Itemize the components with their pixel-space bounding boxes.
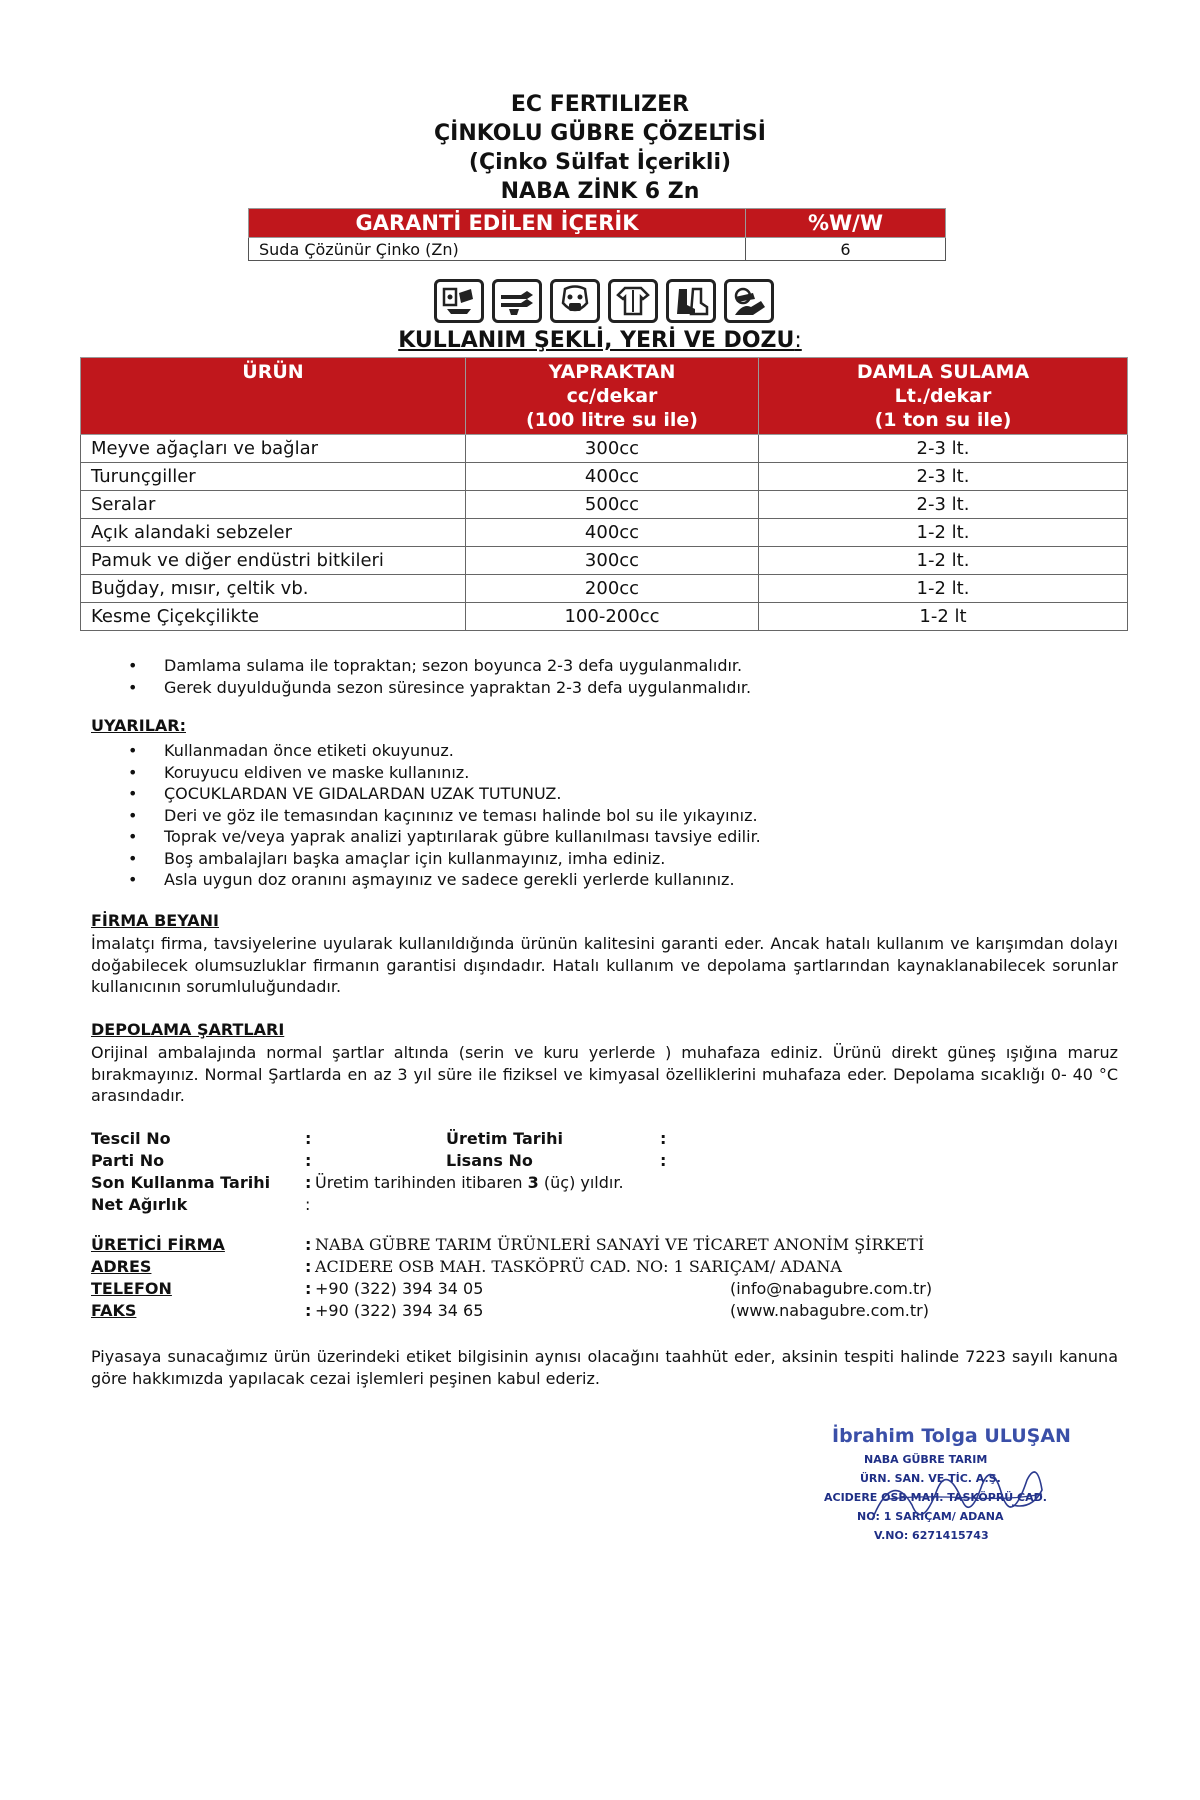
usage-drip-dose: 1-2 lt.	[759, 547, 1128, 575]
usage-drip-dose: 2-3 lt.	[759, 435, 1128, 463]
list-item: • Asla uygun doz oranını aşmayınız ve sadece gerekli yerlerde kullanınız.	[128, 869, 761, 891]
doc-title-line4: NABA ZİNK 6 Zn	[500, 179, 700, 204]
list-item: • Damlama sulama ile topraktan; sezon boyunca 2-3 defa uygulanmalıdır.	[128, 655, 751, 677]
phone-label: TELEFON	[91, 1279, 172, 1298]
usage-table	[80, 357, 1128, 631]
fax-colon: :	[305, 1301, 312, 1320]
table-row	[81, 491, 1128, 519]
usage-drip-dose: 1-2 lt.	[759, 575, 1128, 603]
guarantee-col-content: GARANTİ EDİLEN İÇERİK	[249, 209, 746, 238]
uretim-label: Üretim Tarihi	[446, 1129, 564, 1148]
net-weight-colon: :	[305, 1195, 311, 1214]
company-stamp	[812, 1425, 1092, 1565]
table-row	[81, 435, 1128, 463]
fax-value: +90 (322) 394 34 65	[315, 1301, 484, 1320]
list-item: • Toprak ve/veya yaprak analizi yaptırılarak gübre kullanılması tavsiye edilir.	[128, 826, 761, 848]
usage-product: Kesme Çiçekçilikte	[81, 603, 466, 631]
doc-title-line1: EC FERTILIZER	[510, 92, 690, 117]
guarantee-header-row	[249, 209, 946, 238]
commitment-text: Piyasaya sunacağımız ürün üzerindeki etiket bilgisinin aynısı olacağını taahhüt eder, aksinin tespiti halinde 7223 sayılı kanuna göre hakkımızda yapılacak cezai işlemleri peşinen kabul ederiz.	[91, 1347, 1118, 1388]
storage-title: DEPOLAMA ŞARTLARI	[91, 1020, 285, 1039]
eye-face-protection-icon	[724, 279, 774, 323]
usage-drip-dose: 1-2 lt	[759, 603, 1128, 631]
usage-product: Açık alandaki sebzeler	[81, 519, 466, 547]
son-kullanma-label: Son Kullanma Tarihi	[91, 1173, 271, 1192]
tescil-colon: :	[305, 1129, 312, 1148]
list-item: • Kullanmadan önce etiketi okuyunuz.	[128, 740, 761, 762]
usage-leaf-dose: 300cc	[466, 547, 759, 575]
stamp-line3: ACIDERE OSB MAH. TASKÖPRÜ CAD.	[824, 1491, 1047, 1504]
net-weight-label: Net Ağırlık	[91, 1195, 188, 1214]
usage-col-drip-l3: (1 ton su ile)	[874, 409, 1012, 431]
address-value: ACIDERE OSB MAH. TASKÖPRÜ CAD. NO: 1 SARIÇAM/ ADANA	[315, 1257, 842, 1276]
respirator-mask-icon	[550, 279, 600, 323]
usage-col-drip-l1: DAMLA SULAMA	[856, 361, 1030, 383]
email-link[interactable]: (info@nabagubre.com.tr)	[730, 1279, 933, 1298]
website-link[interactable]: (www.nabagubre.com.tr)	[730, 1301, 929, 1320]
usage-section-title	[0, 328, 1200, 353]
usage-product: Turunçgiller	[81, 463, 466, 491]
safety-icons	[434, 279, 774, 325]
usage-product: Pamuk ve diğer endüstri bitkileri	[81, 547, 466, 575]
usage-header-row	[81, 358, 1128, 435]
usage-col-drip-l2: Lt./dekar	[894, 385, 992, 407]
usage-col-leaf-l1: YAPRAKTAN	[548, 361, 676, 383]
table-row	[249, 238, 946, 261]
stamp-line1: NABA GÜBRE TARIM	[864, 1453, 988, 1466]
usage-leaf-dose: 500cc	[466, 491, 759, 519]
usage-col-leaf-l3: (100 litre su ile)	[526, 409, 698, 431]
usage-leaf-dose: 100-200cc	[466, 603, 759, 631]
guarantee-item-name: Suda Çözünür Çinko (Zn)	[249, 238, 746, 261]
table-row	[81, 463, 1128, 491]
usage-product: Buğday, mısır, çeltik vb.	[81, 575, 466, 603]
parti-colon: :	[305, 1151, 312, 1170]
protective-clothing-icon	[608, 279, 658, 323]
list-item: • Deri ve göz ile temasından kaçınınız ve teması halinde bol su ile yıkayınız.	[128, 805, 761, 827]
stamp-line4: NO: 1 SARIÇAM/ ADANA	[857, 1510, 1004, 1523]
stamp-name: İbrahim Tolga ULUŞAN	[832, 1425, 1071, 1447]
usage-leaf-dose: 200cc	[466, 575, 759, 603]
usage-leaf-dose: 400cc	[466, 519, 759, 547]
guarantee-item-value: 6	[746, 238, 946, 261]
stamp-line2: ÜRN. SAN. VE TİC. A.Ş.	[860, 1472, 1001, 1485]
usage-product: Seralar	[81, 491, 466, 519]
firm-statement-title: FİRMA BEYANI	[91, 911, 219, 930]
firm-statement-text: İmalatçı firma, tavsiyelerine uyularak kullanıldığında ürünün kalitesini garanti eder. Ancak hatalı kullanım ve karışımdan dolayı doğabilecek olumsuzluklar firmanın garantisi dışındadır. Hatalı kullanım ve depolama şartlarından kaynaklanabilecek sorunlar kullanıcının sorumluluğundadır.	[91, 934, 1118, 996]
usage-col-drip	[759, 358, 1128, 435]
usage-drip-dose: 2-3 lt.	[759, 491, 1128, 519]
manufacturer-colon: :	[305, 1235, 312, 1254]
lisans-label: Lisans No	[446, 1151, 533, 1170]
list-item: • Gerek duyulduğunda sezon süresince yapraktan 2-3 defa uygulanmalıdır.	[128, 677, 751, 699]
son-kullanma-post: (üç) yıldır.	[538, 1173, 624, 1192]
usage-col-leaf	[466, 358, 759, 435]
phone-colon: :	[305, 1279, 312, 1298]
parti-label: Parti No	[91, 1151, 165, 1170]
doc-title-line2: ÇİNKOLU GÜBRE ÇÖZELTİSİ	[433, 121, 766, 146]
uretim-colon: :	[660, 1129, 667, 1148]
usage-product: Meyve ağaçları ve bağlar	[81, 435, 466, 463]
usage-leaf-dose: 300cc	[466, 435, 759, 463]
manufacturer-name: NABA GÜBRE TARIM ÜRÜNLERİ SANAYİ VE TİCARET ANONİM ŞİRKETİ	[315, 1235, 925, 1254]
usage-title-colon: :	[794, 328, 802, 353]
warnings-list	[128, 740, 761, 891]
list-item: • ÇOCUKLARDAN VE GIDALARDAN UZAK TUTUNUZ.	[128, 783, 761, 805]
lisans-colon: :	[660, 1151, 667, 1170]
son-kullanma-pre: Üretim tarihinden itibaren	[315, 1173, 528, 1192]
storage-text: Orijinal ambalajında normal şartlar altında (serin ve kuru yerlerde ) muhafaza ediniz. Ürünü direkt güneş ışığına maruz bırakmayınız. Normal Şartlarda en az 3 yıl süre ile fiziksel ve kimyasal özelliklerini muhafaza eder. Depolama sıcaklığı 0- 40 °C arasındadır.	[91, 1043, 1118, 1105]
fax-label: FAKS	[91, 1301, 137, 1320]
list-item: • Boş ambalajları başka amaçlar için kullanmayınız, imha ediniz.	[128, 848, 761, 870]
address-label: ADRES	[91, 1257, 152, 1276]
table-row	[81, 519, 1128, 547]
stamp-line5: V.NO: 6271415743	[874, 1529, 989, 1542]
phone-value: +90 (322) 394 34 05	[315, 1279, 484, 1298]
safety-boots-icon	[666, 279, 716, 323]
usage-col-leaf-l2: cc/dekar	[566, 385, 658, 407]
signature-scribble	[852, 1450, 1052, 1550]
address-colon: :	[305, 1257, 312, 1276]
application-notes	[128, 655, 751, 698]
guarantee-col-percent: %W/W	[746, 209, 946, 238]
list-item: • Koruyucu eldiven ve maske kullanınız.	[128, 762, 761, 784]
son-kullanma-years: 3	[527, 1173, 539, 1192]
gloves-icon	[492, 279, 542, 323]
usage-leaf-dose: 400cc	[466, 463, 759, 491]
son-kullanma-colon: :	[305, 1173, 312, 1192]
warnings-title: UYARILAR:	[91, 716, 186, 735]
usage-drip-dose: 2-3 lt.	[759, 463, 1128, 491]
table-row	[81, 575, 1128, 603]
guarantee-table	[248, 208, 946, 261]
chemical-hazard-icon	[434, 279, 484, 323]
usage-title-text: KULLANIM ŞEKLİ, YERİ VE DOZU	[398, 328, 795, 353]
tescil-label: Tescil No	[91, 1129, 171, 1148]
son-kullanma-value	[315, 1173, 624, 1192]
manufacturer-label: ÜRETİCİ FİRMA	[91, 1235, 225, 1254]
usage-col-product: ÜRÜN	[81, 358, 466, 435]
table-row	[81, 603, 1128, 631]
table-row	[81, 547, 1128, 575]
usage-drip-dose: 1-2 lt.	[759, 519, 1128, 547]
doc-title-line3: (Çinko Sülfat İçerikli)	[468, 150, 732, 175]
